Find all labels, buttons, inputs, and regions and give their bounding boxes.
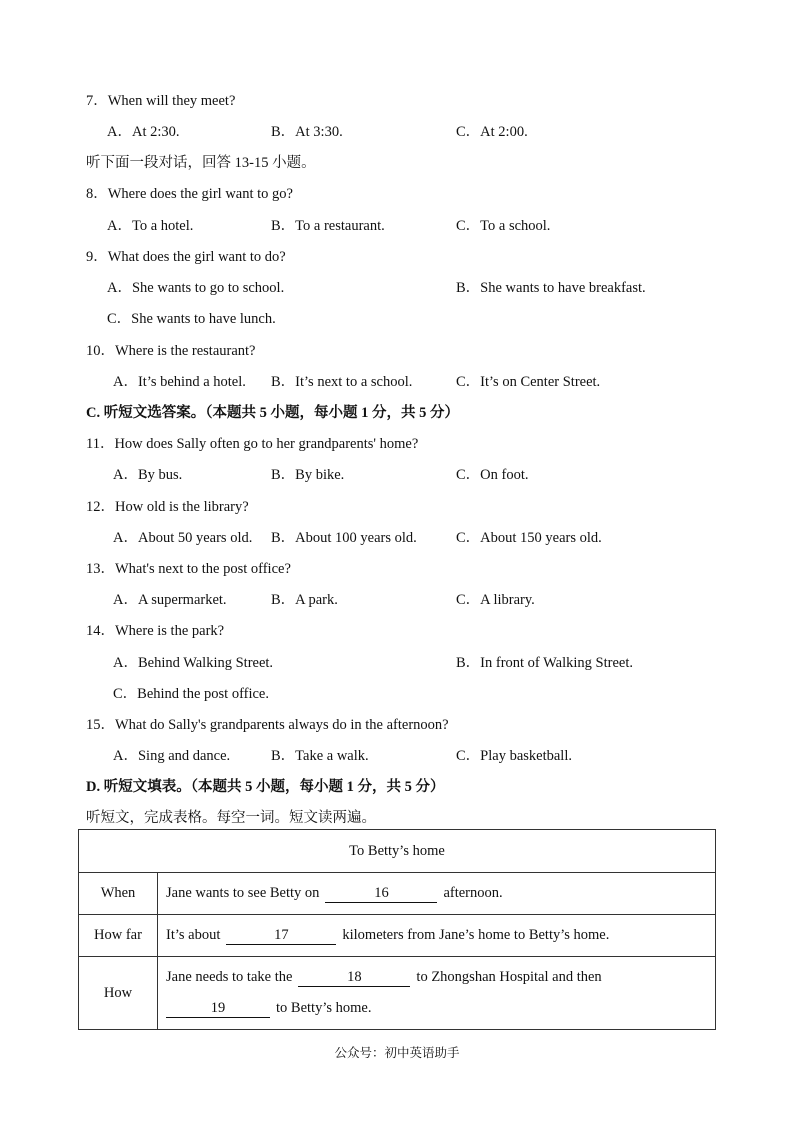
row-line-1 xyxy=(166,962,707,993)
q7-option-b: B．At 3:30. xyxy=(271,124,343,140)
row-content-how-far xyxy=(158,915,716,957)
q10-option-a: A．It’s behind a hotel. xyxy=(113,374,246,390)
footer-text: 公众号：初中英语助手 xyxy=(334,1045,460,1060)
table-title-row xyxy=(79,830,716,873)
row-text: afternoon. xyxy=(443,885,503,901)
section-d-heading: D. 听短文填表。（本题共 5 小题，每小题 1 分，共 5 分） xyxy=(86,779,445,795)
q14-option-c: C．Behind the post office. xyxy=(113,686,269,702)
row-text: Jane needs to take the xyxy=(166,969,293,985)
answer-blank-18[interactable]: 18 xyxy=(298,970,410,987)
table-row xyxy=(79,873,716,915)
row-text: to Betty’s home. xyxy=(276,1000,372,1016)
question-9: 9．What does the girl want to do? xyxy=(86,249,286,265)
question-12: 12．How old is the library? xyxy=(86,499,249,515)
q12-option-a: A．About 50 years old. xyxy=(113,530,253,546)
table-row xyxy=(79,915,716,957)
q11-option-c: C．On foot. xyxy=(456,467,529,483)
table-title: To Betty’s home xyxy=(79,830,716,873)
q8-option-b: B．To a restaurant. xyxy=(271,218,385,234)
row-text: to Zhongshan Hospital and then xyxy=(416,969,602,985)
q13-option-b: B．A park. xyxy=(271,592,338,608)
q9-option-b: B．She wants to have breakfast. xyxy=(456,280,646,296)
q9-option-a: A．She wants to go to school. xyxy=(107,280,285,296)
section-d-instruction: 听短文，完成表格。每空一词。短文读两遍。 xyxy=(86,810,376,826)
section-c-heading: C. 听短文选答案。（本题共 5 小题，每小题 1 分，共 5 分） xyxy=(86,405,459,421)
question-11: 11．How does Sally often go to her grandparents' home? xyxy=(86,436,419,452)
q10-option-b: B．It’s next to a school. xyxy=(271,374,413,390)
q7-option-c: C．At 2:00. xyxy=(456,124,528,140)
question-14: 14．Where is the park? xyxy=(86,623,225,639)
q11-option-b: B．By bike. xyxy=(271,467,345,483)
dialogue-instruction: 听下面一段对话，回答 13-15 小题。 xyxy=(86,155,316,171)
row-text: kilometers from Jane’s home to Betty’s home. xyxy=(342,927,610,943)
row-content-how xyxy=(158,957,716,1030)
question-15: 15．What do Sally's grandparents always do in the afternoon? xyxy=(86,717,449,733)
q8-option-c: C．To a school. xyxy=(456,218,551,234)
row-text: It’s about xyxy=(166,927,221,943)
question-13: 13．What's next to the post office? xyxy=(86,561,291,577)
q10-option-c: C．It’s on Center Street. xyxy=(456,374,601,390)
q11-option-a: A．By bus. xyxy=(113,467,183,483)
fill-in-table xyxy=(78,829,716,1030)
question-7: 7．When will they meet? xyxy=(86,93,236,109)
answer-blank-19[interactable]: 19 xyxy=(166,1001,270,1018)
q14-option-a: A．Behind Walking Street. xyxy=(113,655,274,671)
q12-option-c: C．About 150 years old. xyxy=(456,530,602,546)
table-row xyxy=(79,957,716,1030)
row-label-when: When xyxy=(79,873,158,915)
q15-option-a: A．Sing and dance. xyxy=(113,748,231,764)
row-text: Jane wants to see Betty on xyxy=(166,885,320,901)
q9-option-c: C．She wants to have lunch. xyxy=(107,311,276,327)
q15-option-c: C．Play basketball. xyxy=(456,748,572,764)
row-label-how: How xyxy=(79,957,158,1030)
row-line-2 xyxy=(166,993,707,1024)
row-content-when xyxy=(158,873,716,915)
q15-option-b: B．Take a walk. xyxy=(271,748,369,764)
q13-option-a: A．A supermarket. xyxy=(113,592,227,608)
q14-option-b: B．In front of Walking Street. xyxy=(456,655,633,671)
q7-option-a: A．At 2:30. xyxy=(107,124,180,140)
q13-option-c: C．A library. xyxy=(456,592,535,608)
row-label-how-far: How far xyxy=(79,915,158,957)
answer-blank-17[interactable]: 17 xyxy=(226,928,336,945)
answer-blank-16[interactable]: 16 xyxy=(325,886,437,903)
question-8: 8．Where does the girl want to go? xyxy=(86,186,293,202)
question-10: 10．Where is the restaurant? xyxy=(86,343,256,359)
q12-option-b: B．About 100 years old. xyxy=(271,530,417,546)
q8-option-a: A．To a hotel. xyxy=(107,218,194,234)
